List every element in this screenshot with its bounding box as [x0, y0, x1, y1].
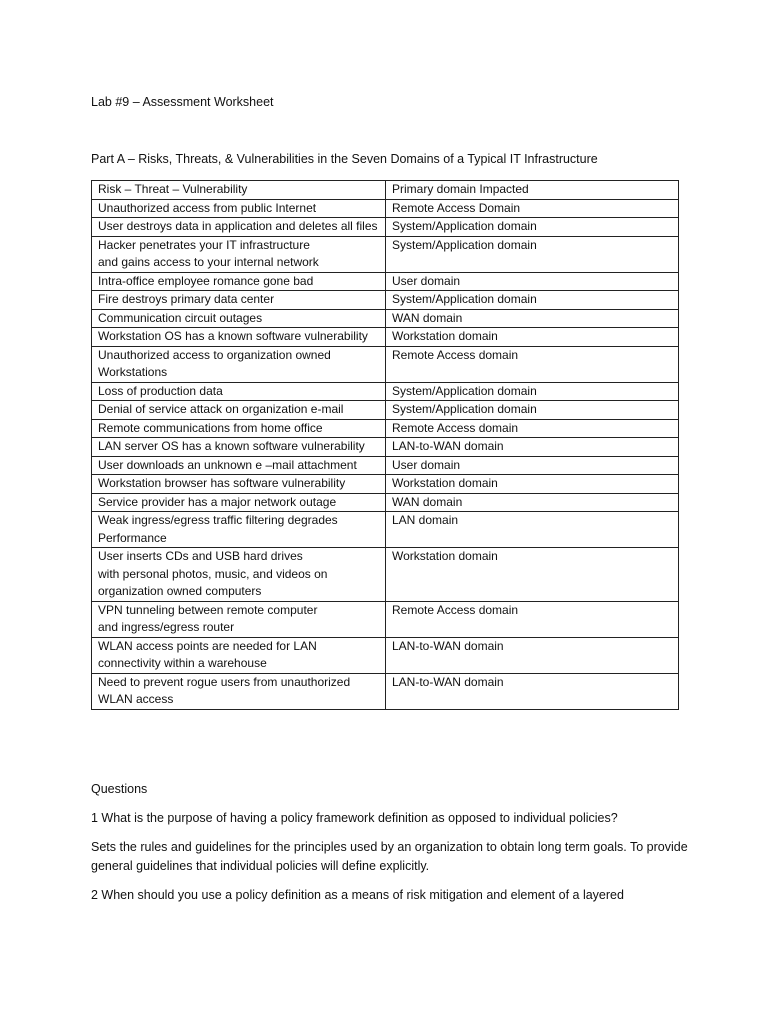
domain-cell: System/Application domain	[386, 401, 679, 420]
question-1: 1 What is the purpose of having a policy framework definition as opposed to individual policies?	[91, 811, 618, 825]
table-row	[92, 601, 679, 637]
risk-cell: User inserts CDs and USB hard drives with personal photos, music, and videos on organization owned computers	[92, 548, 386, 602]
header-domain: Primary domain Impacted	[386, 181, 679, 200]
risk-cell: User downloads an unknown e –mail attachment	[92, 456, 386, 475]
table-row	[92, 548, 679, 602]
risk-cell: Workstation OS has a known software vulnerability	[92, 328, 386, 347]
risk-cell: LAN server OS has a known software vulnerability	[92, 438, 386, 457]
risk-cell: Unauthorized access to organization owned Workstations	[92, 346, 386, 382]
table-row	[92, 419, 679, 438]
domain-cell: Workstation domain	[386, 475, 679, 494]
question-2: 2 When should you use a policy definition as a means of risk mitigation and element of a layered	[91, 888, 624, 902]
risk-cell: Remote communications from home office	[92, 419, 386, 438]
domain-cell: User domain	[386, 456, 679, 475]
part-a-title: Part A – Risks, Threats, & Vulnerabilities in the Seven Domains of a Typical IT Infrastructure	[91, 152, 598, 166]
risk-cell: Unauthorized access from public Internet	[92, 199, 386, 218]
table-row	[92, 438, 679, 457]
table-row	[92, 199, 679, 218]
table-header-row	[92, 181, 679, 200]
table-row	[92, 218, 679, 237]
risk-cell: Service provider has a major network outage	[92, 493, 386, 512]
table-row	[92, 493, 679, 512]
table-row	[92, 291, 679, 310]
risk-cell: WLAN access points are needed for LAN connectivity within a warehouse	[92, 637, 386, 673]
risk-cell: Fire destroys primary data center	[92, 291, 386, 310]
domain-cell: LAN domain	[386, 512, 679, 548]
risk-cell: Denial of service attack on organization e-mail	[92, 401, 386, 420]
domain-cell: LAN-to-WAN domain	[386, 673, 679, 709]
domain-cell: Remote Access domain	[386, 419, 679, 438]
questions-heading: Questions	[91, 782, 148, 796]
domain-cell: System/Application domain	[386, 236, 679, 272]
domain-cell: WAN domain	[386, 493, 679, 512]
table-row	[92, 309, 679, 328]
domain-cell: WAN domain	[386, 309, 679, 328]
domain-cell: LAN-to-WAN domain	[386, 438, 679, 457]
domain-cell: System/Application domain	[386, 291, 679, 310]
risk-cell: Loss of production data	[92, 382, 386, 401]
table-row	[92, 382, 679, 401]
table-row	[92, 637, 679, 673]
answer-1: Sets the rules and guidelines for the principles used by an organization to obtain long term goals. To provide general guidelines that individual policies will define explicitly.	[91, 840, 688, 873]
domain-cell: Remote Access domain	[386, 346, 679, 382]
risk-domain-table	[91, 180, 679, 710]
domain-cell: System/Application domain	[386, 382, 679, 401]
table-row	[92, 346, 679, 382]
table-row	[92, 401, 679, 420]
header-risk: Risk – Threat – Vulnerability	[92, 181, 386, 200]
risk-cell: VPN tunneling between remote computer and ingress/egress router	[92, 601, 386, 637]
lab-title: Lab #9 – Assessment Worksheet	[91, 95, 274, 109]
domain-cell: Workstation domain	[386, 328, 679, 347]
table-row	[92, 272, 679, 291]
risk-cell: User destroys data in application and deletes all files	[92, 218, 386, 237]
domain-cell: Workstation domain	[386, 548, 679, 602]
table-row	[92, 456, 679, 475]
risk-cell: Hacker penetrates your IT infrastructure and gains access to your internal network	[92, 236, 386, 272]
domain-cell: System/Application domain	[386, 218, 679, 237]
domain-cell: User domain	[386, 272, 679, 291]
table-row	[92, 328, 679, 347]
risk-cell: Need to prevent rogue users from unauthorized WLAN access	[92, 673, 386, 709]
table-row	[92, 673, 679, 709]
table-row	[92, 475, 679, 494]
domain-cell: LAN-to-WAN domain	[386, 637, 679, 673]
risk-cell: Workstation browser has software vulnerability	[92, 475, 386, 494]
table-row	[92, 512, 679, 548]
risk-cell: Intra-office employee romance gone bad	[92, 272, 386, 291]
risk-cell: Weak ingress/egress traffic filtering degrades Performance	[92, 512, 386, 548]
domain-cell: Remote Access domain	[386, 601, 679, 637]
risk-cell: Communication circuit outages	[92, 309, 386, 328]
table-row	[92, 236, 679, 272]
domain-cell: Remote Access Domain	[386, 199, 679, 218]
